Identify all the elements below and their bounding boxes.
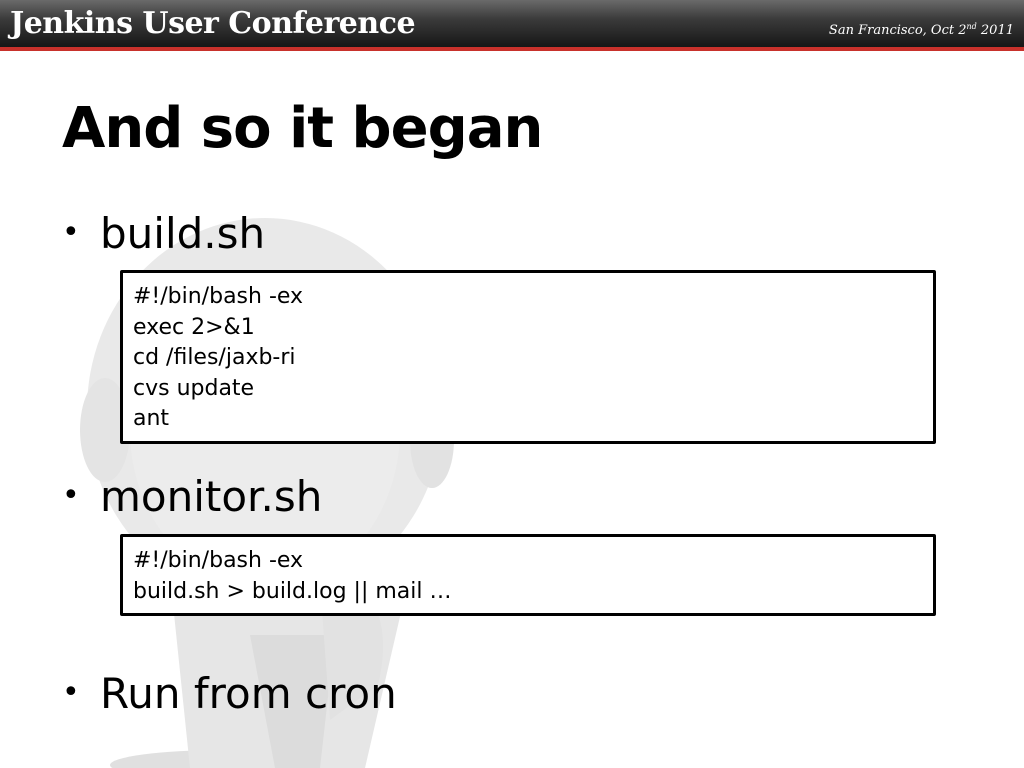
location-date-text: San Francisco, Oct 2 [828, 23, 967, 38]
code-line: ant [133, 406, 170, 431]
code-line: #!/bin/bash -ex [133, 548, 304, 573]
bullet-label: build.sh [100, 209, 266, 258]
code-line: exec 2>&1 [133, 314, 255, 340]
bullet-label: monitor.sh [100, 472, 323, 521]
monitor-sh-code-box [120, 534, 936, 616]
conference-title: Jenkins User Conference [10, 6, 416, 41]
date-ordinal-suffix: nd [966, 22, 977, 31]
bullet-dot-icon: • [62, 478, 80, 513]
build-sh-code-box [120, 270, 936, 444]
conference-location-date [829, 22, 1014, 38]
bullet-build-sh [62, 209, 265, 258]
slide-title: And so it began [62, 96, 543, 161]
bullet-monitor-sh [62, 472, 322, 521]
header-accent-rule [0, 47, 1024, 51]
bullet-run-from-cron [62, 669, 397, 718]
bullet-label: Run from cron [100, 669, 397, 718]
bullet-dot-icon: • [62, 215, 80, 250]
header-bar [0, 0, 1024, 47]
code-line: build.sh > build.log || mail … [133, 578, 452, 604]
code-line: cvs update [133, 375, 255, 401]
code-line: #!/bin/bash -ex [133, 284, 304, 309]
bullet-dot-icon: • [62, 675, 80, 710]
location-year-text: 2011 [976, 23, 1014, 38]
code-line: cd /files/jaxb-ri [133, 345, 296, 370]
